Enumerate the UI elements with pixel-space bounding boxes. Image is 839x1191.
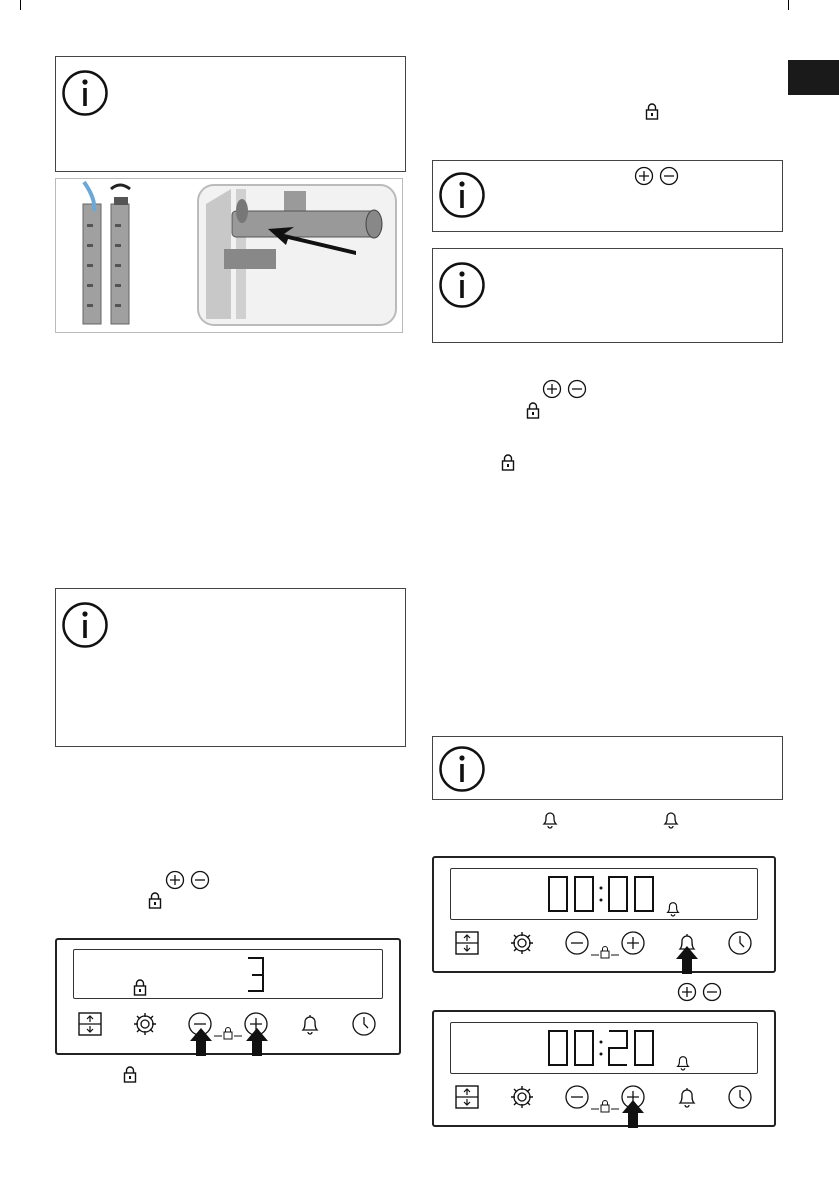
info-circle-icon bbox=[438, 745, 486, 793]
language-tab bbox=[788, 60, 839, 95]
info-circle-icon bbox=[61, 601, 109, 649]
plus-icon bbox=[634, 166, 654, 186]
minus-icon bbox=[659, 166, 679, 186]
lock-icon bbox=[645, 103, 659, 120]
lock-icon bbox=[501, 454, 515, 471]
info-circle-icon bbox=[61, 69, 109, 117]
crop-mark bbox=[20, 0, 21, 10]
plus-icon[interactable] bbox=[620, 930, 646, 956]
control-panel-timer-set bbox=[432, 1010, 776, 1127]
shelf-rail-illustration bbox=[55, 178, 403, 333]
lock-icon bbox=[133, 979, 147, 996]
minus-icon bbox=[702, 982, 722, 1002]
seven-segment-time bbox=[547, 875, 657, 915]
control-panel-child-lock bbox=[55, 938, 401, 1055]
panel-display bbox=[73, 949, 383, 999]
seven-segment-digit bbox=[246, 956, 266, 994]
gear-icon[interactable] bbox=[132, 1011, 158, 1037]
lock-icon bbox=[526, 402, 540, 419]
info-circle-icon bbox=[438, 171, 486, 219]
gear-icon[interactable] bbox=[509, 1084, 535, 1110]
bell-icon bbox=[675, 1053, 691, 1071]
rail-icon[interactable] bbox=[77, 1011, 103, 1037]
lock-link-icon bbox=[591, 945, 619, 959]
rail-icon[interactable] bbox=[454, 1084, 480, 1110]
panel-display bbox=[450, 1022, 758, 1074]
press-arrow bbox=[622, 1100, 644, 1128]
rail-icon[interactable] bbox=[454, 930, 480, 956]
bell-icon[interactable] bbox=[674, 1084, 700, 1110]
minus-icon[interactable] bbox=[564, 930, 590, 956]
plus-icon bbox=[542, 379, 562, 399]
press-arrow bbox=[246, 1028, 268, 1056]
bell-icon bbox=[662, 809, 680, 829]
clock-icon[interactable] bbox=[351, 1011, 377, 1037]
info-box bbox=[55, 56, 406, 172]
press-arrow bbox=[676, 946, 698, 974]
plus-icon bbox=[165, 870, 185, 890]
plus-icon bbox=[677, 982, 697, 1002]
bell-icon bbox=[665, 899, 681, 917]
info-box bbox=[432, 160, 783, 232]
clock-icon[interactable] bbox=[727, 1084, 753, 1110]
minus-icon bbox=[567, 379, 587, 399]
seven-segment-time bbox=[547, 1029, 657, 1069]
info-circle-icon bbox=[438, 261, 486, 309]
lock-icon bbox=[148, 892, 162, 909]
info-box bbox=[55, 588, 406, 747]
minus-icon bbox=[190, 870, 210, 890]
bell-icon bbox=[541, 809, 559, 829]
info-box bbox=[432, 736, 783, 800]
lock-icon bbox=[123, 1066, 137, 1083]
press-arrow bbox=[190, 1028, 212, 1056]
bell-icon[interactable] bbox=[297, 1011, 323, 1037]
minus-icon[interactable] bbox=[564, 1084, 590, 1110]
lock-link-icon bbox=[591, 1099, 619, 1113]
gear-icon[interactable] bbox=[509, 930, 535, 956]
info-box bbox=[432, 248, 783, 343]
crop-mark bbox=[788, 0, 789, 10]
clock-icon[interactable] bbox=[727, 930, 753, 956]
panel-display bbox=[450, 868, 758, 920]
lock-link-icon bbox=[214, 1026, 242, 1040]
control-panel-timer-start bbox=[432, 856, 776, 973]
